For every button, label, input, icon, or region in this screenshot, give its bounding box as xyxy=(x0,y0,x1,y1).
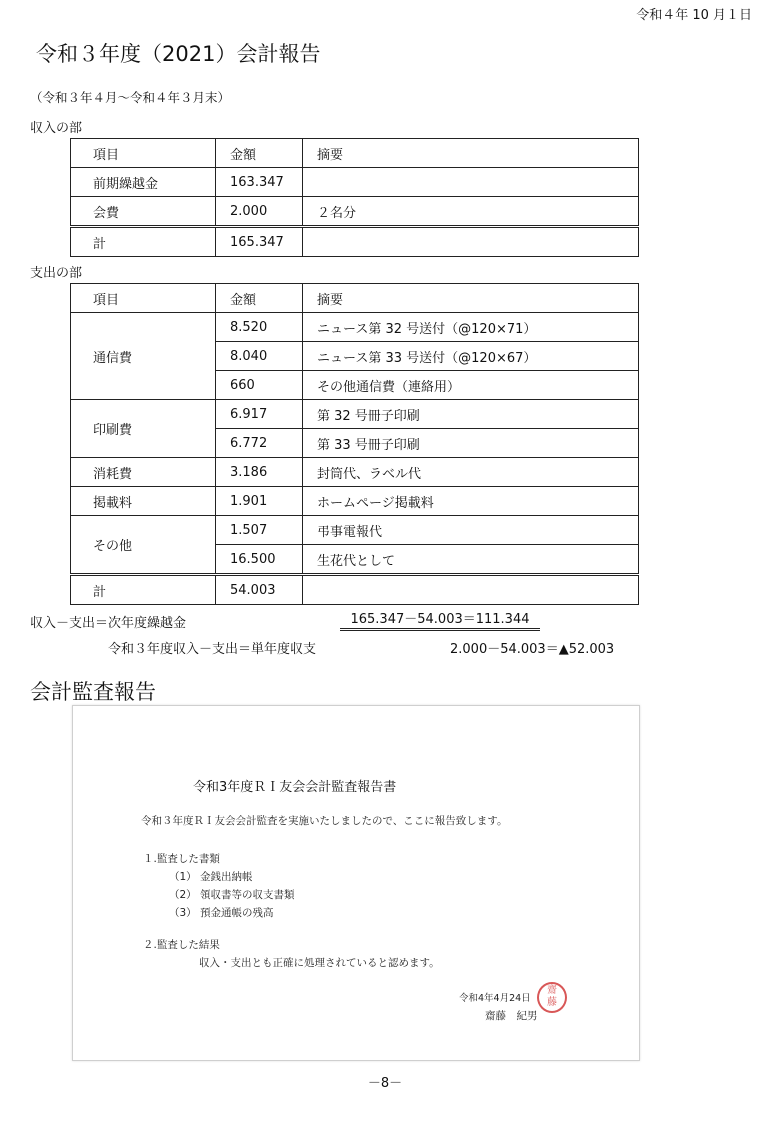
amount-cell: 8.040 xyxy=(216,342,303,371)
page-number: －8－ xyxy=(367,1076,403,1091)
table-header-row xyxy=(71,284,639,313)
amount-cell: 2.000 xyxy=(216,197,303,227)
table-row xyxy=(71,458,639,487)
note-cell: ニュース第 32 号送付（@120×71） xyxy=(303,313,639,342)
amount-cell: 8.520 xyxy=(216,313,303,342)
total-label: 計 xyxy=(71,227,216,257)
item-cell: 掲載料 xyxy=(71,487,216,516)
audit-heading: 会計監査報告 xyxy=(30,680,156,704)
header-item: 項目 xyxy=(71,139,216,168)
amount-cell: 6.772 xyxy=(216,429,303,458)
audit-result: 収入・支出とも正確に処理されていると認めます。 xyxy=(199,957,440,969)
note-cell: ニュース第 33 号送付（@120×67） xyxy=(303,342,639,371)
note-cell: 第 33 号冊子印刷 xyxy=(303,429,639,458)
table-row xyxy=(71,516,639,545)
balance-formula-value: 2.000－54.003＝▲52.003 xyxy=(450,642,615,657)
audit-section-1: １.監査した書類 xyxy=(143,853,220,865)
page-title: 令和３年度（2021）会計報告 xyxy=(36,42,321,66)
report-date: 令和４年 10 月１日 xyxy=(636,8,752,23)
item-cell: その他 xyxy=(71,516,216,575)
total-amount: 165.347 xyxy=(216,227,303,257)
carryover-formula-label: 収入－支出＝次年度繰越金 xyxy=(30,616,187,631)
amount-cell: 163.347 xyxy=(216,168,303,197)
income-table xyxy=(70,138,639,257)
carryover-formula-value: 165.347－54.003＝111.344 xyxy=(340,612,540,631)
table-row xyxy=(71,197,639,227)
table-header-row xyxy=(71,139,639,168)
auditor-seal: 齋 藤 xyxy=(537,982,567,1013)
item-cell: 印刷費 xyxy=(71,400,216,458)
table-row xyxy=(71,487,639,516)
audit-title: 令和3年度ＲＩ友会会計監査報告書 xyxy=(193,780,397,795)
header-amount: 金額 xyxy=(216,139,303,168)
note-cell: その他通信費（連絡用） xyxy=(303,371,639,400)
item-cell: 会費 xyxy=(71,197,216,227)
total-row xyxy=(71,575,639,605)
amount-cell: 1.901 xyxy=(216,487,303,516)
item-cell: 通信費 xyxy=(71,313,216,400)
table-row xyxy=(71,313,639,342)
item-cell: 前期繰越金 xyxy=(71,168,216,197)
fiscal-period: （令和３年４月～令和４年３月末） xyxy=(30,90,231,105)
note-cell: ２名分 xyxy=(303,197,639,227)
audit-lead: 令和３年度ＲＩ友会会計監査を実施いたしましたので、ここに報告致します。 xyxy=(141,815,508,827)
amount-cell: 16.500 xyxy=(216,545,303,575)
total-label: 計 xyxy=(71,575,216,605)
note-cell: 弔事電報代 xyxy=(303,516,639,545)
note-cell: 封筒代、ラベル代 xyxy=(303,458,639,487)
total-row xyxy=(71,227,639,257)
audit-item: （3） 預金通帳の残高 xyxy=(169,907,274,919)
expense-table xyxy=(70,283,639,605)
total-amount: 54.003 xyxy=(216,575,303,605)
item-cell: 消耗費 xyxy=(71,458,216,487)
header-note: 摘要 xyxy=(303,284,639,313)
amount-cell: 1.507 xyxy=(216,516,303,545)
note-cell: 生花代として xyxy=(303,545,639,575)
audit-item: （2） 領収書等の収支書類 xyxy=(169,889,295,901)
auditor-name: 齋藤 紀男 xyxy=(485,1010,538,1022)
audit-item: （1） 金銭出納帳 xyxy=(169,871,253,883)
total-note xyxy=(303,227,639,257)
total-note xyxy=(303,575,639,605)
audit-section-2: ２.監査した結果 xyxy=(143,939,220,951)
expense-section-label: 支出の部 xyxy=(30,266,83,281)
audit-report-document xyxy=(72,705,640,1061)
amount-cell: 3.186 xyxy=(216,458,303,487)
amount-cell: 660 xyxy=(216,371,303,400)
header-amount: 金額 xyxy=(216,284,303,313)
table-row xyxy=(71,168,639,197)
note-cell xyxy=(303,168,639,197)
header-note: 摘要 xyxy=(303,139,639,168)
balance-formula-label: 令和３年度収入－支出＝単年度収支 xyxy=(108,642,317,657)
income-section-label: 収入の部 xyxy=(30,121,83,136)
note-cell: 第 32 号冊子印刷 xyxy=(303,400,639,429)
amount-cell: 6.917 xyxy=(216,400,303,429)
table-row xyxy=(71,400,639,429)
note-cell: ホームページ掲載料 xyxy=(303,487,639,516)
header-item: 項目 xyxy=(71,284,216,313)
audit-date: 令和4年4月24日 xyxy=(459,993,531,1004)
